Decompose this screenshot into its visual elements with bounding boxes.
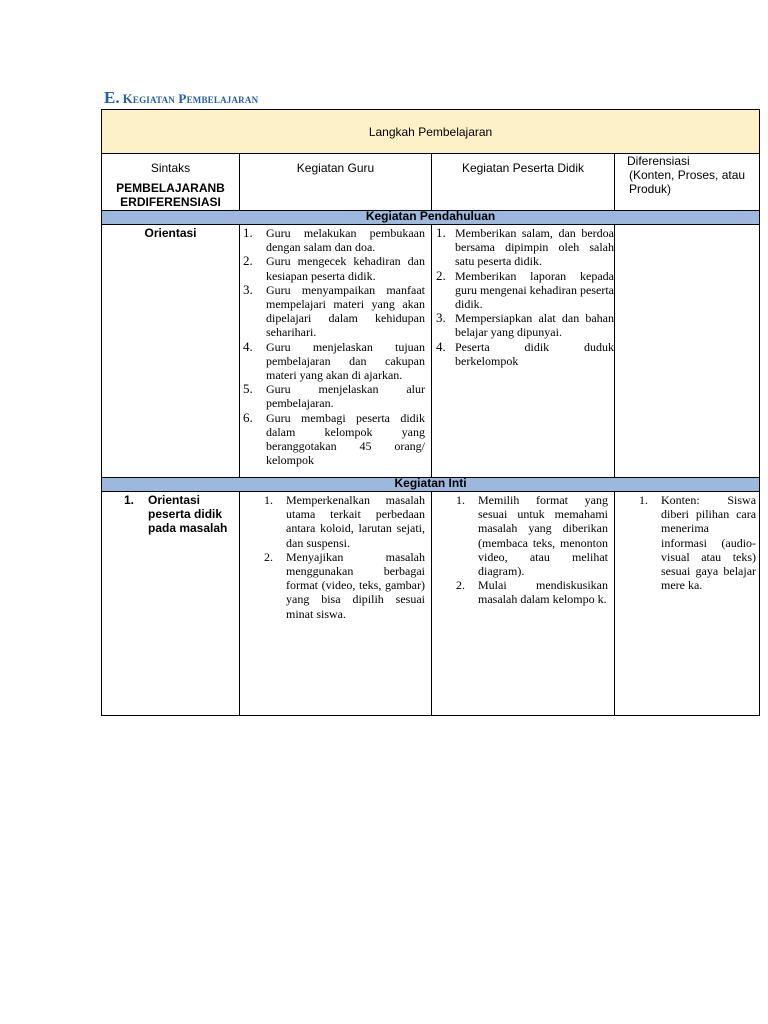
- list-item: [240, 254, 425, 282]
- list-item: [432, 311, 614, 339]
- guru-pendahuluan-list: [240, 226, 425, 467]
- list-item-text: Memilih format yang sesuai untuk memahami masalah yang diberikan (membaca teks, menonton video, atau melihat diagram).: [478, 493, 608, 579]
- list-item: [240, 226, 425, 254]
- col-sintaks-label: Sintaks: [150, 161, 191, 175]
- list-item-text: Mulai mendiskusikan masalah dalam kelompo k.: [478, 578, 608, 607]
- list-item-text: Menyajikan masalah menggunakan berbagai format (video, teks, gambar) yang bisa dipilih sesuai minat siswa.: [286, 549, 425, 621]
- band-inti-label: Kegiatan Inti: [394, 476, 467, 490]
- diferensiasi-inti-list: [615, 493, 756, 592]
- list-item-number: 3.: [436, 310, 446, 326]
- list-item-number: 1.: [639, 493, 648, 507]
- pendahuluan-sintaks: [102, 225, 240, 478]
- col-diferensiasi-label: Diferensiasi: [627, 154, 690, 168]
- lesson-steps-table: [101, 109, 760, 716]
- list-item: [240, 283, 425, 340]
- inti-sintaks-label: Orientasi peserta didik pada masalah: [148, 493, 228, 535]
- col-sintaks-sub: PEMBELAJARANB ERDIFERENSIASI: [116, 181, 225, 209]
- list-item-number: 1.: [264, 493, 273, 507]
- list-item: [432, 578, 608, 606]
- list-item-text: Guru menjelaskan tujuan pembelajaran dan cakupan materi yang akan di ajarkan.: [266, 339, 425, 383]
- col-diferensiasi: [615, 154, 760, 211]
- inti-peserta: [432, 492, 615, 716]
- list-item-number: 1.: [456, 493, 465, 507]
- section-letter: E.: [104, 88, 120, 107]
- table-title: Langkah Pembelajaran: [102, 110, 760, 154]
- list-item-text: Memperkenalkan masalah utama terkait perbedaan antara koloid, larutan sejati, dan suspensi.: [286, 493, 425, 550]
- list-item-number: 1.: [436, 225, 446, 240]
- list-item-text: Peserta didik duduk berkelompok: [455, 339, 614, 368]
- list-item-text: Guru mengecek kehadiran dan kesiapan peserta didik.: [266, 254, 425, 283]
- section-title: Kegiatan Pembelajaran: [122, 91, 259, 106]
- list-item-text: Memberikan laporan kepada guru mengenai kehadiran peserta didik.: [455, 268, 614, 312]
- peserta-inti-list: [432, 493, 608, 607]
- list-item-number: 3.: [243, 281, 253, 297]
- list-item: [240, 340, 425, 383]
- col-guru: [240, 154, 432, 211]
- inti-sintaks: [102, 492, 240, 716]
- pendahuluan-diferensiasi: [615, 225, 760, 478]
- band-pendahuluan: [102, 211, 760, 225]
- list-item-number: 1.: [243, 225, 253, 240]
- list-item-number: 6.: [243, 409, 253, 425]
- guru-inti-list: [240, 493, 425, 621]
- list-item: [240, 411, 425, 468]
- inti-guru: [240, 492, 432, 716]
- col-diferensiasi-sub: (Konten, Proses, atau Produk): [629, 168, 746, 196]
- col-peserta-label: Kegiatan Peserta Didik: [461, 161, 585, 175]
- band-inti: [102, 478, 760, 492]
- list-item-text: Guru melakukan pembukaan dengan salam dan doa.: [266, 226, 425, 255]
- list-item-text: Memberikan salam, dan berdoa bersama dipimpin oleh salah satu peserta didik.: [455, 226, 614, 269]
- list-item: [432, 493, 608, 578]
- list-item: [240, 550, 425, 621]
- list-item-number: 4.: [243, 338, 253, 354]
- list-item-number: 2.: [436, 267, 446, 283]
- list-item: [432, 226, 614, 269]
- col-peserta: [432, 154, 615, 211]
- list-item-number: 2.: [264, 549, 273, 564]
- band-pendahuluan-label: Kegiatan Pendahuluan: [365, 209, 496, 223]
- list-item: [432, 340, 614, 368]
- inti-diferensiasi: [615, 492, 760, 716]
- list-item: [240, 493, 425, 550]
- pendahuluan-guru: [240, 225, 432, 478]
- list-item-text: Guru menyampaikan manfaat mempelajari materi yang akan dipelajari dalam kehidupan seharihari.: [266, 282, 425, 340]
- peserta-pendahuluan-list: [432, 226, 614, 368]
- col-guru-label: Kegiatan Guru: [296, 161, 375, 175]
- list-item-text: Guru membagi peserta didik dalam kelompok yang beranggotakan 45 orang/ kelompok: [266, 410, 425, 468]
- pendahuluan-sintaks-label: Orientasi: [144, 226, 197, 240]
- pendahuluan-peserta: [432, 225, 615, 478]
- list-item-number: 2.: [456, 578, 465, 593]
- list-item: [432, 269, 614, 312]
- inti-sintaks-num: 1.: [124, 493, 135, 507]
- col-sintaks: [102, 154, 240, 211]
- list-item: [240, 382, 425, 410]
- list-item-text: Konten: Siswa diberi pilihan cara menerima informasi (audio-visual atau teks) sesuai gaya belajar mere ka.: [661, 493, 757, 593]
- list-item-number: 5.: [243, 381, 253, 397]
- list-item-text: Guru menjelaskan alur pembelajaran.: [266, 382, 425, 411]
- list-item-number: 4.: [436, 338, 446, 354]
- section-heading: [104, 88, 258, 108]
- list-item: [615, 493, 756, 592]
- list-item-text: Mempersiapkan alat dan bahan belajar yang dipunyai.: [455, 311, 614, 340]
- list-item-number: 2.: [243, 253, 253, 269]
